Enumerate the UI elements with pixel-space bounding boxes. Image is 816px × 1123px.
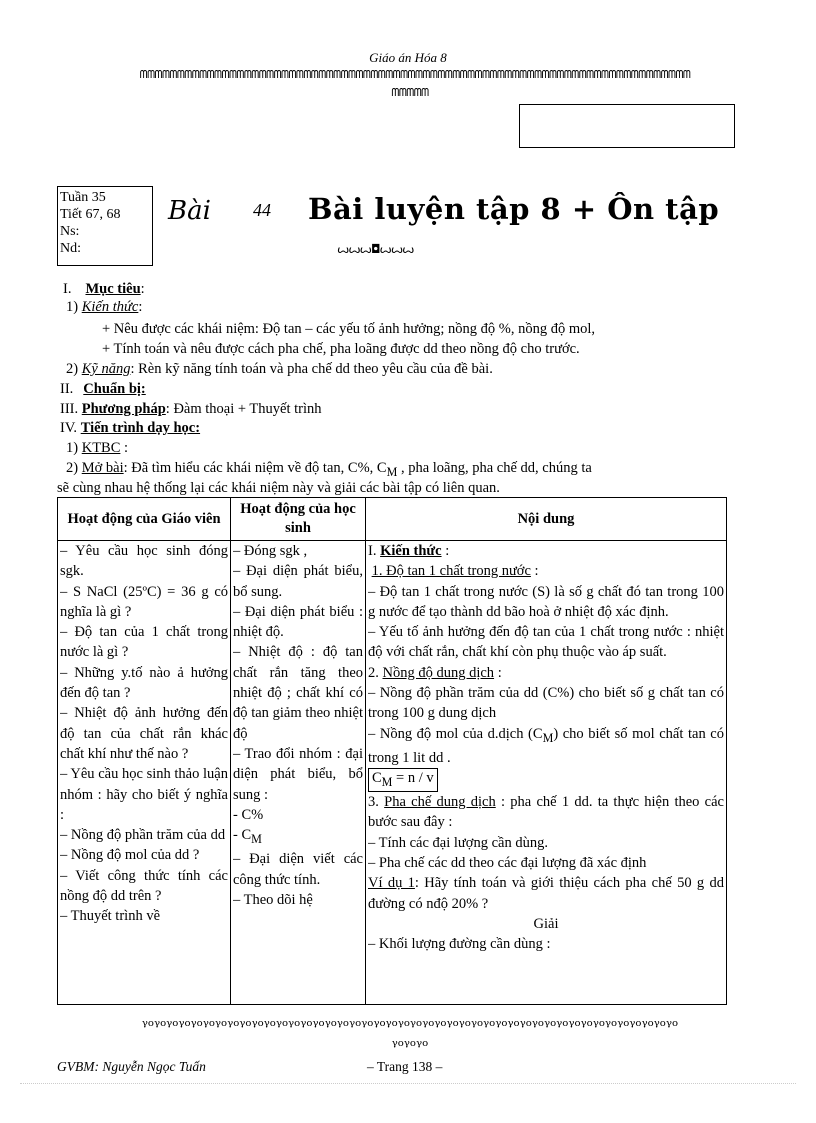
list-item: – Nồng độ mol của dd ?	[60, 847, 200, 864]
list-item: – Thuyết trình về	[60, 908, 161, 925]
solution-label: Giải	[533, 915, 559, 932]
table-header-row	[58, 498, 727, 541]
content-item: – Khối lượng đường cần dùng :	[368, 936, 551, 953]
content-item: – Pha chế các dd theo các đại lượng đã xác định	[368, 854, 647, 871]
section-objectives: I. Mục tiêu:	[63, 281, 145, 297]
week-label: Tuần 35	[60, 190, 106, 205]
list-item: – Viết công thức tính các nồng độ dd trên ?	[60, 867, 228, 905]
example: Ví dụ 1: Hãy tính toán và giới thiệu cách pha chế 50 g dd đường có nđộ 20% ?	[368, 875, 724, 912]
period-label: Tiết 67, 68	[60, 207, 121, 222]
footer-page-number: – Trang 138 –	[367, 1059, 443, 1074]
content-item: – Tính các đại lượng cần dùng.	[368, 834, 548, 851]
intro-continuation: sẽ cùng nhau hệ thống lại các khái niệm này và giải các bài tập có liên quan.	[57, 480, 500, 496]
content-item: – Yếu tố ảnh hưởng đến độ tan của 1 chất trong nước : nhiệt độ với chất rắn, chất khí còn phụ thuộc vào áp suất.	[368, 624, 724, 661]
header-student: Hoạt động của học sinh	[231, 498, 366, 541]
subsection-skills: 2) Kỹ năng: Rèn kỹ năng tính toán và pha chế dd theo yêu cầu của đề bài.	[66, 361, 493, 377]
document-header-title: Giáo án Hóa 8	[369, 50, 447, 65]
header-teacher: Hoạt động của Giáo viên	[58, 498, 231, 541]
footer-teacher: GVBM: Nguyễn Ngọc Tuấn	[57, 1059, 206, 1074]
content-subheading: 1. Độ tan 1 chất trong nước :	[371, 563, 539, 580]
footer-divider	[20, 1083, 796, 1084]
lesson-number: 44	[253, 200, 271, 220]
title-ornament: ꙍꙍꙍ◘ꙍꙍꙍ	[337, 242, 414, 256]
student-activities	[231, 541, 366, 1005]
content-subheading: 3. Pha chế dung dịch : pha chế 1 dd. ta thực hiện theo các bước sau đây :	[368, 794, 724, 831]
subsection-ktbc: 1) KTBC :	[66, 440, 129, 456]
list-item: - C%	[233, 806, 264, 823]
list-item: – Đại diện viết các công thức tính.	[233, 851, 363, 888]
list-item: – S NaCl (25ºC) = 36 g có nghĩa là gì ?	[60, 583, 228, 620]
header-content: Nội dung	[366, 498, 727, 541]
lesson-activities-table	[57, 497, 727, 1005]
content-subheading: 2. Nồng độ dung dịch :	[368, 664, 502, 681]
list-item: – Theo dõi hệ	[233, 891, 313, 908]
formula: $C_M = n / v$	[368, 768, 724, 792]
lesson-title: Bài luyện tập 8 + Ôn tập	[308, 192, 720, 226]
knowledge-item: + Tính toán và nêu được cách pha chế, pha loãng được dd theo nồng độ cho trước.	[102, 341, 580, 357]
list-item: – Độ tan của 1 chất trong nước là gì ?	[60, 624, 228, 661]
header-ornament-tail: ᗰᗰᗰᗰᗰ	[391, 86, 429, 99]
header-ornament: ᗰᗰᗰᗰᗰᗰᗰᗰᗰᗰᗰᗰᗰᗰᗰᗰᗰᗰᗰᗰᗰᗰᗰᗰᗰᗰᗰᗰᗰᗰᗰᗰᗰᗰᗰᗰᗰᗰᗰᗰᗰᗰᗰᗰᗰᗰᗰᗰᗰᗰᗰᗰᗰᗰᗰᗰᗰᗰᗰᗰᗰᗰᗰᗰᗰᗰᗰᗰᗰᗰᗰᗰᗰᗰ	[139, 68, 691, 81]
table-row	[58, 541, 727, 1005]
ns-label: Ns:	[60, 224, 80, 239]
blank-note-box	[519, 104, 735, 148]
content-item: – Độ tan 1 chất trong nước (S) là số g chất đó tan trong 100 g nước để tạo thành dd bão hoà ở nhiệt độ xác định.	[368, 583, 724, 620]
content-heading: I. Kiến thức :	[368, 543, 450, 559]
list-item: – Nhiệt độ ảnh hưởng đến độ tan của chất rắn khác chất khí như thế nào ?	[60, 705, 228, 762]
list-item: – Đóng sgk ,	[233, 543, 308, 559]
list-item: – Yêu cầu học sinh đóng sgk.	[60, 543, 228, 580]
list-item: – Đại diện phát biểu : nhiệt độ.	[233, 603, 363, 641]
list-item: – Yêu cầu học sinh thảo luận nhóm : hãy cho biết ý nghĩa :	[60, 766, 228, 823]
section-preparation: II. Chuẩn bị:	[60, 381, 146, 397]
footer-ornament-tail: ᵞᵒᵞᵒᵞᵒ	[391, 1036, 429, 1055]
nd-label: Nd:	[60, 241, 81, 256]
list-item: – Nhiệt độ : độ tan chất rắn tăng theo nhiệt độ ; chất khí có độ tan giảm theo nhiệt độ	[233, 644, 363, 742]
content-item: – Nồng độ phần trăm của dd (C%) cho biết số g chất tan có trong 100 g dung dịch	[368, 685, 724, 722]
subsection-intro: 2) Mở bài: Đã tìm hiểu các khái niệm về độ tan, C%, $C_M$ , pha loãng, pha chế dd, chúng ta	[66, 460, 592, 479]
knowledge-item: + Nêu được các khái niệm: Độ tan – các yếu tố ảnh hưởng; nồng độ %, nồng độ mol,	[102, 321, 596, 337]
lesson-prefix: Bài	[168, 196, 211, 226]
section-procedure: IV. Tiến trình dạy học:	[60, 420, 201, 436]
content-column	[366, 541, 727, 1005]
list-item: – Những y.tố nào ả hưởng đến độ tan ?	[60, 664, 228, 702]
footer-ornament: ᵞᵒᵞᵒᵞᵒᵞᵒᵞᵒᵞᵒᵞᵒᵞᵒᵞᵒᵞᵒᵞᵒᵞᵒᵞᵒᵞᵒᵞᵒᵞᵒᵞᵒᵞᵒᵞᵒᵞᵒᵞᵒᵞᵒᵞᵒᵞᵒᵞᵒᵞᵒᵞᵒᵞᵒᵞᵒᵞᵒᵞᵒᵞᵒᵞᵒᵞᵒᵞᵒᵞᵒᵞᵒᵞᵒᵞᵒᵞᵒᵞᵒᵞᵒᵞᵒᵞᵒ	[141, 1016, 679, 1035]
teacher-activities	[58, 541, 231, 1005]
week-info-box	[57, 186, 153, 266]
list-item: - $C_M$	[233, 827, 262, 847]
subsection-knowledge: 1) Kiến thức:	[66, 299, 143, 315]
list-item: – Đại diện phát biểu, bổ sung.	[233, 563, 363, 600]
section-method: III. Phương pháp: Đàm thoại + Thuyết trình	[60, 401, 322, 417]
list-item: – Nồng độ phần trăm của dd	[60, 827, 226, 844]
content-item: – Nồng độ mol của d.dịch $(C_M)$ cho biết số mol chất tan có trong 1 lit dd .	[368, 725, 724, 766]
list-item: – Trao đổi nhóm : đại diện phát biểu, bổ sung :	[233, 745, 363, 803]
